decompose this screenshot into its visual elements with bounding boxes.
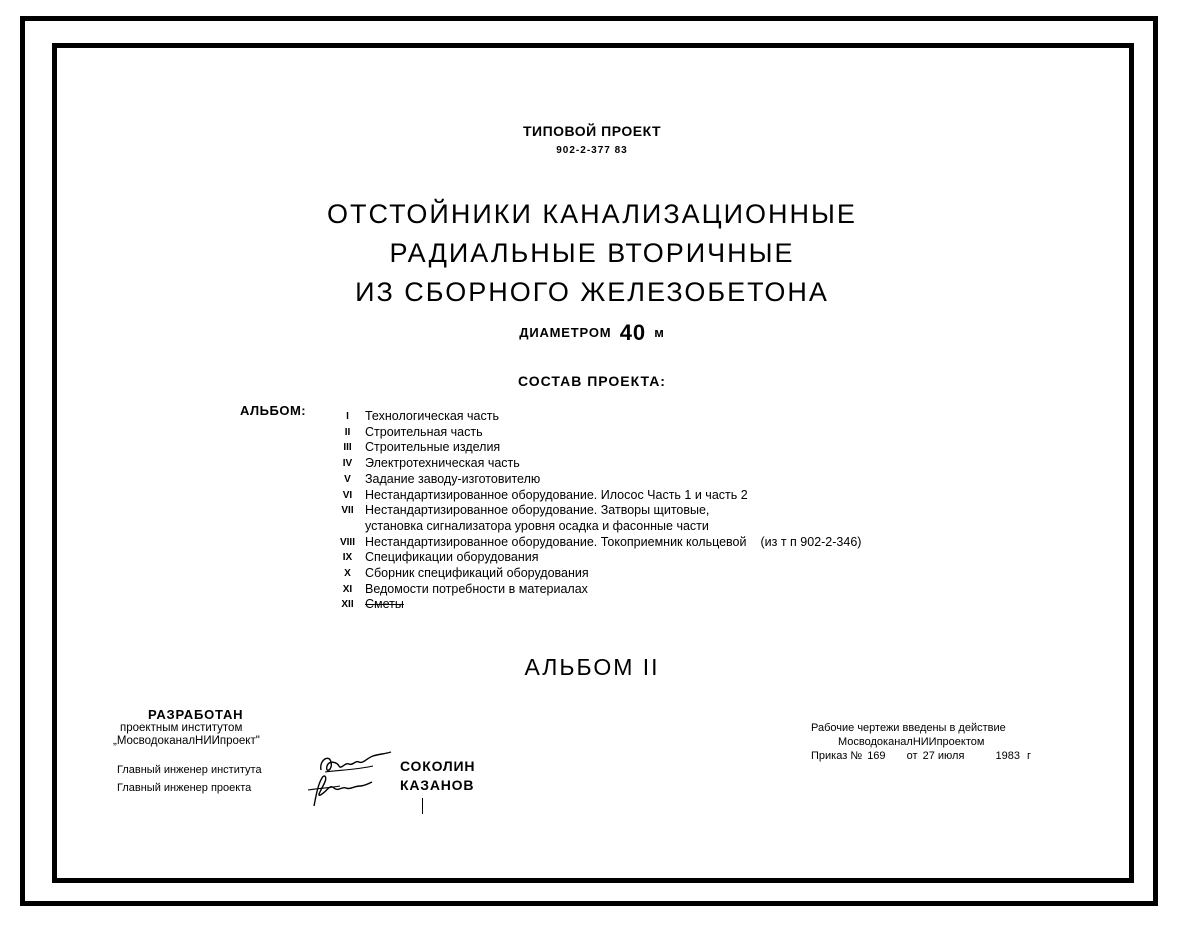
list-item xyxy=(330,488,861,504)
signature-2-icon xyxy=(300,772,380,810)
item-text: Спецификации оборудования xyxy=(365,550,539,565)
approval-order-line xyxy=(811,750,1031,762)
developer-line-2: „МосводоканалНИИпроект" xyxy=(113,735,260,747)
approval-line-1: Рабочие чертежи введены в действие xyxy=(811,722,1006,734)
item-text: Нестандартизированное оборудование. Затворы щитовые, xyxy=(365,503,710,518)
item-text: установка сигнализатора уровня осадка и фасонные части xyxy=(365,518,709,533)
role-chief-engineer-project: Главный инженер проекта xyxy=(117,782,252,794)
year: 1983 xyxy=(995,750,1020,762)
item-number xyxy=(330,519,365,535)
diameter-unit: м xyxy=(654,325,665,340)
approval-line-2: МосводоканалНИИпроектом xyxy=(838,736,985,748)
item-text: Строительные изделия xyxy=(365,440,501,455)
item-text: Строительная часть xyxy=(365,424,483,439)
diameter-line xyxy=(0,320,1184,346)
diameter-value: 40 xyxy=(619,320,646,345)
developer-line-1: проектным институтом xyxy=(120,722,243,734)
item-number: VI xyxy=(342,489,353,501)
main-title-line-3: ИЗ СБОРНОГО ЖЕЛЕЗОБЕТОНА xyxy=(355,277,829,307)
item-text-struck: Сметы xyxy=(365,597,404,612)
list-item xyxy=(330,503,861,519)
list-item xyxy=(330,566,861,582)
list-item xyxy=(330,409,861,425)
list-item xyxy=(330,472,861,488)
album-list xyxy=(330,409,861,613)
main-title-line-2: РАДИАЛЬНЫЕ ВТОРИЧНЫЕ xyxy=(389,238,795,268)
item-number: X xyxy=(344,568,351,580)
role-chief-engineer-institute: Главный инженер института xyxy=(117,764,262,776)
surname-kazanov: КАЗАНОВ xyxy=(400,777,475,793)
list-item xyxy=(330,597,861,613)
project-code: 902-2-377 83 xyxy=(556,145,628,156)
list-item-continuation xyxy=(330,519,861,535)
item-text: Сборник спецификаций оборудования xyxy=(365,566,589,581)
item-number: VII xyxy=(341,505,354,517)
order-label: Приказ № xyxy=(811,750,863,762)
item-text: Электротехническая часть xyxy=(365,456,520,471)
divider-tick xyxy=(422,798,423,814)
list-item xyxy=(330,550,861,566)
album-label: АЛЬБОМ: xyxy=(240,403,307,418)
item-reference: (из т п 902-2-346) xyxy=(760,534,862,549)
list-item xyxy=(330,535,861,551)
surname-sokolin: СОКОЛИН xyxy=(400,758,476,774)
list-item xyxy=(330,582,861,598)
list-item xyxy=(330,425,861,441)
header-title: ТИПОВОЙ ПРОЕКТ xyxy=(522,123,662,139)
item-number: III xyxy=(343,442,352,454)
item-number: I xyxy=(346,411,349,422)
diameter-label: ДИАМЕТРОМ xyxy=(519,325,612,340)
year-suffix: г xyxy=(1027,750,1032,762)
item-text: Нестандартизированное оборудование. Илосос Часть 1 и часть 2 xyxy=(365,487,748,502)
composition-title: СОСТАВ ПРОЕКТА: xyxy=(518,373,666,389)
item-number: XI xyxy=(342,583,353,595)
list-item xyxy=(330,456,861,472)
date-day-month: 27 июля xyxy=(922,750,965,762)
item-text: Нестандартизированное оборудование. Токоприемник кольцевой xyxy=(365,534,747,549)
main-title-line-1: ОТСТОЙНИКИ КАНАЛИЗАЦИОННЫЕ xyxy=(327,199,857,229)
item-number: IV xyxy=(342,458,353,470)
current-album: АЛЬБОМ II xyxy=(524,654,660,680)
item-text: Технологическая часть xyxy=(365,409,499,423)
list-item xyxy=(330,440,861,456)
item-text: Задание заводу-изготовителю xyxy=(365,471,541,486)
item-text: Ведомости потребности в материалах xyxy=(365,581,588,596)
order-number: 169 xyxy=(867,750,886,762)
developer-title: РАЗРАБОТАН xyxy=(148,707,244,722)
item-number: V xyxy=(344,473,351,485)
item-number: VIII xyxy=(339,536,355,548)
item-number: XII xyxy=(341,599,354,611)
item-number: II xyxy=(344,426,351,438)
date-prefix: от xyxy=(906,750,918,762)
item-number: IX xyxy=(342,552,353,564)
